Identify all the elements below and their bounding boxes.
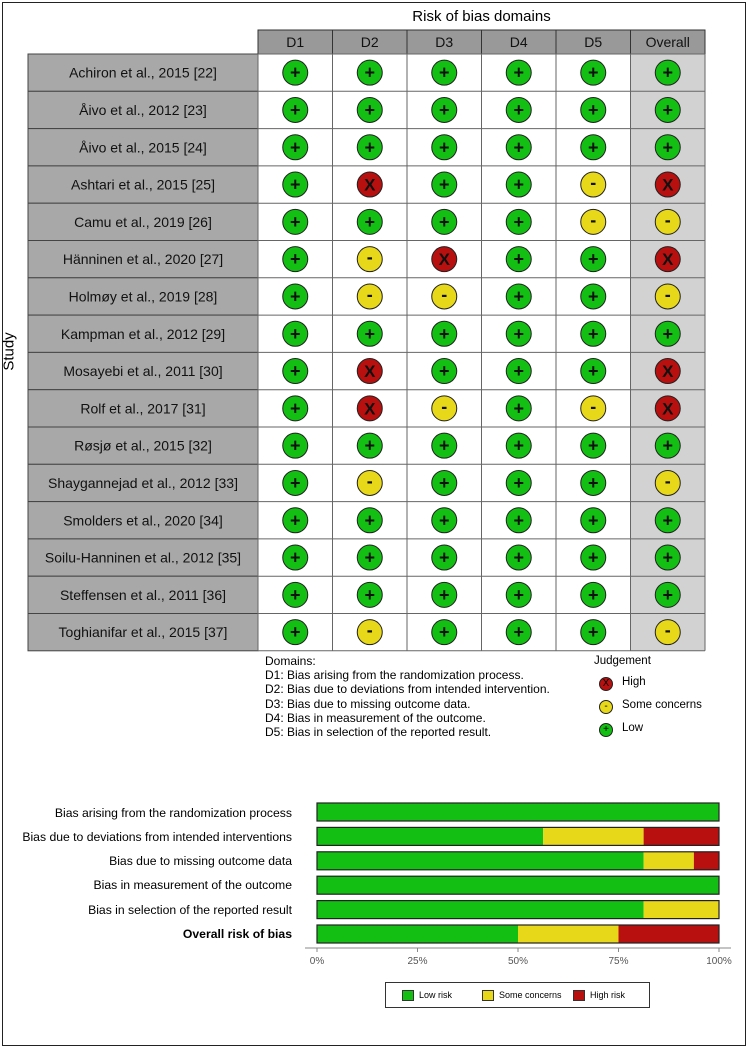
column-header-d1: D1 bbox=[286, 34, 305, 50]
judgement-symbol: + bbox=[587, 547, 599, 568]
judgement-symbol: + bbox=[662, 547, 674, 568]
study-name: Achiron et al., 2015 [22] bbox=[69, 64, 217, 81]
judgement-symbol: + bbox=[364, 584, 376, 605]
judgement-symbol: + bbox=[662, 62, 674, 83]
study-name: Åivo et al., 2012 [23] bbox=[79, 101, 207, 118]
judgement-symbol: - bbox=[664, 284, 671, 305]
study-name: Toghianifar et al., 2015 [37] bbox=[58, 624, 228, 641]
study-name: Soilu-Hanninen et al., 2012 [35] bbox=[44, 549, 242, 566]
judgement-symbol: + bbox=[289, 361, 301, 382]
judgement-symbol: + bbox=[438, 99, 450, 120]
judgement-symbol: + bbox=[289, 622, 301, 643]
judgement-symbol: + bbox=[587, 137, 599, 158]
judgement-symbol: + bbox=[662, 584, 674, 605]
judgement-symbol: - bbox=[664, 209, 671, 230]
bar-label-overall: Overall risk of bias bbox=[182, 927, 292, 941]
low-risk-swatch bbox=[402, 990, 414, 1001]
judgement-symbol: + bbox=[289, 398, 301, 419]
bar-label-measurement: Bias in measurement of the outcome bbox=[93, 878, 292, 892]
judgement-symbol: + bbox=[438, 472, 450, 493]
judgement-symbol: + bbox=[513, 174, 525, 195]
judgement-symbol: + bbox=[289, 584, 301, 605]
judgement-symbol: - bbox=[590, 396, 597, 417]
judgement-symbol: - bbox=[664, 470, 671, 491]
judgement-symbol: - bbox=[590, 172, 597, 193]
judgement-symbol: + bbox=[364, 137, 376, 158]
judgement-symbol: + bbox=[587, 99, 599, 120]
study-axis-label: Study bbox=[0, 332, 18, 371]
judgement-symbol: + bbox=[513, 472, 525, 493]
judgement-symbol: + bbox=[513, 99, 525, 120]
legend-high-risk bbox=[573, 990, 625, 1001]
judgement-symbol: + bbox=[289, 510, 301, 531]
judgement-symbol: - bbox=[441, 396, 448, 417]
judgement-symbol: + bbox=[587, 323, 599, 344]
judgement-symbol: + bbox=[513, 286, 525, 307]
judgement-symbol: + bbox=[662, 99, 674, 120]
judgement-high-label: High bbox=[622, 676, 646, 688]
judgement-symbol: + bbox=[587, 286, 599, 307]
judgement-symbol: + bbox=[438, 211, 450, 232]
judgement-symbol: - bbox=[441, 284, 448, 305]
high-risk-swatch bbox=[573, 990, 585, 1001]
judgement-symbol: - bbox=[590, 209, 597, 230]
judgement-symbol: + bbox=[513, 137, 525, 158]
study-name: Ashtari et al., 2015 [25] bbox=[71, 176, 215, 193]
x-tick-label: 25% bbox=[407, 956, 428, 967]
judgement-symbol: + bbox=[364, 435, 376, 456]
judgement-symbol: + bbox=[289, 249, 301, 270]
judgement-symbol: + bbox=[662, 323, 674, 344]
judgement-symbol: + bbox=[662, 137, 674, 158]
judgement-symbol: + bbox=[364, 99, 376, 120]
judgement-symbol: + bbox=[513, 323, 525, 344]
judgement-some-label: Some concerns bbox=[622, 699, 702, 711]
legend-some-concerns bbox=[482, 990, 562, 1001]
low-dot-icon: + bbox=[599, 723, 613, 737]
judgement-symbol: + bbox=[289, 99, 301, 120]
judgement-symbol: + bbox=[662, 510, 674, 531]
judgement-symbol: + bbox=[438, 584, 450, 605]
judgement-symbol: + bbox=[438, 62, 450, 83]
legend-some-concerns-label: Some concerns bbox=[499, 990, 562, 1000]
judgement-symbol: + bbox=[289, 323, 301, 344]
study-name: Shaygannejad et al., 2012 [33] bbox=[48, 474, 238, 491]
bar-label-missing-data: Bias due to missing outcome data bbox=[109, 854, 292, 868]
judgement-symbol: + bbox=[513, 361, 525, 382]
judgement-symbol: - bbox=[366, 470, 373, 491]
study-name: Åivo et al., 2015 [24] bbox=[79, 139, 207, 156]
judgement-symbol: + bbox=[438, 174, 450, 195]
domain-d1: D1: Bias arising from the randomization process. bbox=[265, 668, 524, 683]
study-name: Mosayebi et al., 2011 [30] bbox=[63, 363, 223, 380]
judgement-symbol: + bbox=[289, 472, 301, 493]
domain-d2: D2: Bias due to deviations from intended intervention. bbox=[265, 682, 550, 697]
x-tick-label: 50% bbox=[507, 956, 529, 967]
bar-label-selection: Bias in selection of the reported result bbox=[88, 903, 292, 917]
judgement-low-label: Low bbox=[622, 722, 644, 734]
domains-legend bbox=[265, 654, 550, 739]
judgement-symbol: + bbox=[513, 622, 525, 643]
column-header-overall: Overall bbox=[645, 34, 690, 50]
x-tick-label: 75% bbox=[608, 956, 629, 967]
domains-title: Domains: bbox=[265, 654, 316, 668]
judgement-symbol: + bbox=[364, 510, 376, 531]
judgement-symbol: X bbox=[364, 399, 376, 419]
judgement-symbol: + bbox=[438, 547, 450, 568]
study-name: Steffensen et al., 2011 [36] bbox=[59, 586, 227, 603]
judgement-symbol: + bbox=[513, 435, 525, 456]
judgement-symbol: + bbox=[364, 323, 376, 344]
judgement-symbol: X bbox=[438, 250, 450, 270]
study-name: Smolders et al., 2020 [34] bbox=[63, 512, 223, 529]
judgement-symbol: + bbox=[513, 584, 525, 605]
judgement-symbol: + bbox=[289, 286, 301, 307]
judgement-symbol: + bbox=[438, 622, 450, 643]
column-header-d5: D5 bbox=[584, 34, 603, 50]
study-name: Rolf et al., 2017 [31] bbox=[80, 400, 206, 417]
legend-high-risk-label: High risk bbox=[590, 990, 626, 1000]
judgement-symbol: + bbox=[513, 211, 525, 232]
judgement-symbol: + bbox=[364, 547, 376, 568]
bar-label-deviations: Bias due to deviations from intended interventions bbox=[22, 830, 292, 844]
traffic-light-title: Risk of bias domains bbox=[412, 8, 551, 25]
study-name: Røsjø et al., 2015 [32] bbox=[74, 437, 212, 454]
judgement-symbol: X bbox=[662, 399, 674, 419]
judgement-symbol: + bbox=[513, 510, 525, 531]
judgement-symbol: + bbox=[289, 62, 301, 83]
judgement-symbol: - bbox=[664, 620, 671, 641]
judgement-symbol: + bbox=[364, 62, 376, 83]
x-tick-label: 100% bbox=[706, 956, 732, 967]
judgement-symbol: + bbox=[513, 249, 525, 270]
judgement-symbol: + bbox=[513, 547, 525, 568]
judgement-symbol: + bbox=[289, 435, 301, 456]
judgement-symbol: + bbox=[587, 622, 599, 643]
judgement-symbol: + bbox=[438, 323, 450, 344]
judgement-symbol: + bbox=[587, 472, 599, 493]
judgement-symbol: X bbox=[662, 250, 674, 270]
judgement-symbol: + bbox=[513, 62, 525, 83]
high-dot-icon: X bbox=[599, 677, 613, 691]
study-name: Hänninen et al., 2020 [27] bbox=[62, 251, 224, 268]
judgement-symbol: X bbox=[364, 362, 376, 382]
column-header-d4: D4 bbox=[509, 34, 528, 50]
judgement-symbol: + bbox=[438, 435, 450, 456]
judgement-symbol: X bbox=[662, 175, 674, 195]
legend-low-risk-label: Low risk bbox=[419, 990, 453, 1000]
judgement-symbol: - bbox=[366, 620, 373, 641]
judgement-symbol: + bbox=[587, 435, 599, 456]
domain-d3: D3: Bias due to missing outcome data. bbox=[265, 696, 471, 711]
judgement-symbol: X bbox=[364, 175, 376, 195]
judgement-symbol: + bbox=[289, 547, 301, 568]
judgement-symbol: + bbox=[587, 510, 599, 531]
judgement-symbol: + bbox=[438, 137, 450, 158]
judgement-symbol: + bbox=[289, 211, 301, 232]
some-concerns-dot-icon: - bbox=[599, 700, 613, 714]
study-name: Camu et al., 2019 [26] bbox=[74, 213, 212, 230]
domain-d4: D4: Bias in measurement of the outcome. bbox=[265, 710, 486, 725]
judgement-symbol: + bbox=[587, 249, 599, 270]
bar-label-randomization: Bias arising from the randomization process bbox=[54, 806, 292, 820]
study-name: Kampman et al., 2012 [29] bbox=[60, 325, 226, 342]
judgement-symbol: + bbox=[587, 62, 599, 83]
some-concerns-swatch bbox=[482, 990, 494, 1001]
judgement-symbol: - bbox=[366, 247, 373, 268]
judgement-symbol: + bbox=[438, 510, 450, 531]
domain-d5: D5: Bias in selection of the reported result. bbox=[265, 725, 492, 740]
legend-low-risk bbox=[402, 990, 452, 1001]
judgement-symbol: + bbox=[662, 435, 674, 456]
judgement-symbol: + bbox=[438, 361, 450, 382]
column-header-d2: D2 bbox=[360, 34, 379, 50]
judgement-symbol: + bbox=[289, 137, 301, 158]
judgement-symbol: + bbox=[587, 584, 599, 605]
judgement-symbol: - bbox=[366, 284, 373, 305]
x-tick-label: 0% bbox=[309, 956, 325, 967]
study-name: Holmøy et al., 2019 [28] bbox=[68, 288, 218, 305]
judgement-legend bbox=[594, 655, 702, 735]
judgement-symbol: X bbox=[662, 362, 674, 382]
column-header-d3: D3 bbox=[435, 34, 454, 50]
judgement-symbol: + bbox=[289, 174, 301, 195]
judgement-symbol: + bbox=[587, 361, 599, 382]
bar-legend bbox=[385, 982, 650, 1008]
judgement-title: Judgement bbox=[594, 655, 651, 667]
judgement-symbol: + bbox=[513, 398, 525, 419]
judgement-symbol: + bbox=[364, 211, 376, 232]
